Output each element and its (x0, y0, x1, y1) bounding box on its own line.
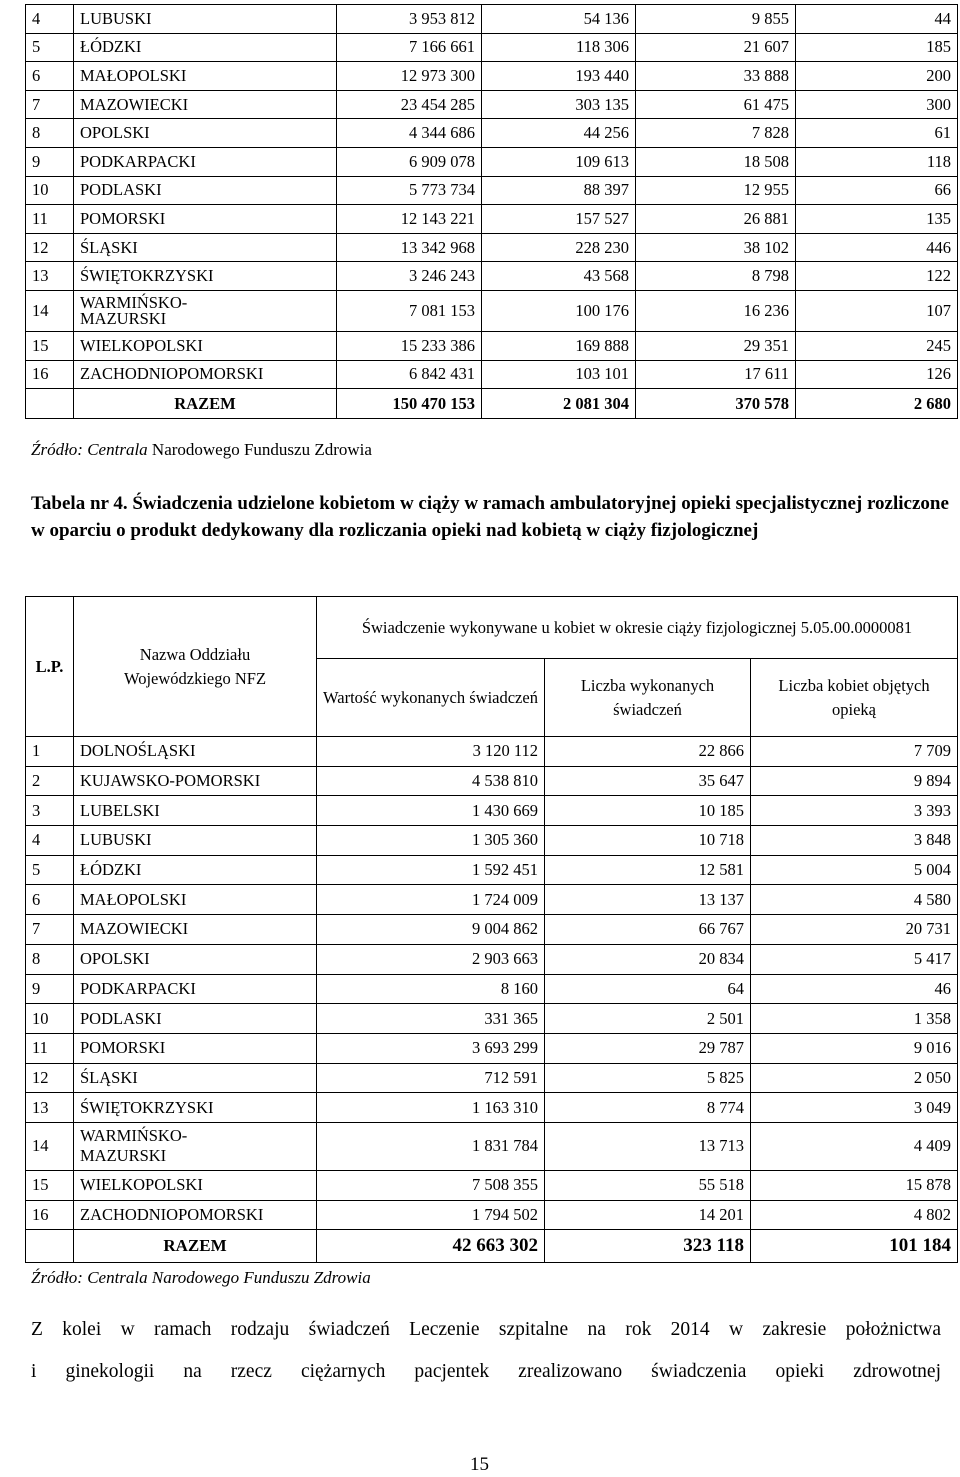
cell-value-1: 15 233 386 (337, 331, 482, 360)
cell-value-1: 12 143 221 (337, 205, 482, 234)
header-col-count: Liczba wykonanych świadczeń (545, 659, 751, 737)
cell-count: 8 774 (545, 1093, 751, 1123)
cell-value: 1 724 009 (317, 885, 545, 915)
cell-name: LUBUSKI (74, 826, 317, 856)
table-row (26, 944, 958, 974)
cell-value-3: 29 351 (636, 331, 796, 360)
cell-lp: 14 (26, 290, 74, 331)
paragraph-line-2: i ginekologii na rzecz ciężarnych pacjentek zrealizowano świadczenia opieki zdrowotnej (31, 1361, 941, 1382)
table-row (26, 766, 958, 796)
cell-value: 1 305 360 (317, 826, 545, 856)
table-row (26, 331, 958, 360)
cell-count: 10 718 (545, 826, 751, 856)
cell-lp: 4 (26, 5, 74, 34)
cell-count: 29 787 (545, 1033, 751, 1063)
table-row (26, 360, 958, 389)
cell-value-3: 18 508 (636, 147, 796, 176)
table-row (26, 826, 958, 856)
cell-women: 3 049 (751, 1093, 958, 1123)
cell-value-2: 88 397 (482, 176, 636, 205)
cell-lp: 2 (26, 766, 74, 796)
table-total-row (26, 389, 958, 419)
cell-value-1: 6 842 431 (337, 360, 482, 389)
cell-count: 35 647 (545, 766, 751, 796)
cell-women: 1 358 (751, 1004, 958, 1034)
cell-value-3: 8 798 (636, 262, 796, 291)
cell-women: 4 802 (751, 1200, 958, 1230)
cell-value-1: 4 344 686 (337, 119, 482, 148)
header-name: Nazwa Oddziału Wojewódzkiego NFZ (74, 597, 317, 737)
cell-value-4: 185 (796, 33, 958, 62)
cell-value-3: 16 236 (636, 290, 796, 331)
table-row (26, 90, 958, 119)
cell-women: 9 016 (751, 1033, 958, 1063)
cell-value-4: 200 (796, 62, 958, 91)
cell-name: WARMIŃSKO- MAZURSKI (74, 290, 337, 331)
cell-value: 1 592 451 (317, 855, 545, 885)
cell-value-1: 23 454 285 (337, 90, 482, 119)
cell-lp: 5 (26, 33, 74, 62)
cell-name: PODLASKI (74, 1004, 317, 1034)
cell-value-1: 7 081 153 (337, 290, 482, 331)
cell-women: 7 709 (751, 737, 958, 767)
cell-lp: 3 (26, 796, 74, 826)
cell-count: 55 518 (545, 1170, 751, 1200)
cell-name: LUBUSKI (74, 5, 337, 34)
cell-total-2: 2 081 304 (482, 389, 636, 419)
table-row (26, 1122, 958, 1170)
cell-value-3: 9 855 (636, 5, 796, 34)
cell-women: 46 (751, 974, 958, 1004)
cell-value-2: 157 527 (482, 205, 636, 234)
cell-value: 4 538 810 (317, 766, 545, 796)
cell-lp: 10 (26, 176, 74, 205)
table-row (26, 62, 958, 91)
table-2-header-row-1 (26, 597, 958, 659)
cell-total-label: RAZEM (74, 389, 337, 419)
cell-value: 1 794 502 (317, 1200, 545, 1230)
cell-count: 22 866 (545, 737, 751, 767)
cell-value-1: 13 342 968 (337, 233, 482, 262)
cell-name: ŚLĄSKI (74, 233, 337, 262)
cell-name: ZACHODNIOPOMORSKI (74, 1200, 317, 1230)
cell-value-2: 169 888 (482, 331, 636, 360)
table-row (26, 885, 958, 915)
cell-value-4: 118 (796, 147, 958, 176)
cell-women: 20 731 (751, 915, 958, 945)
cell-value-1: 5 773 734 (337, 176, 482, 205)
cell-lp: 9 (26, 147, 74, 176)
cell-name: WIELKOPOLSKI (74, 1170, 317, 1200)
cell-total-3: 370 578 (636, 389, 796, 419)
cell-value-2: 228 230 (482, 233, 636, 262)
cell-value-4: 66 (796, 176, 958, 205)
table-total-row (26, 1230, 958, 1263)
cell-count: 66 767 (545, 915, 751, 945)
header-col-value: Wartość wykonanych świadczeń (317, 659, 545, 737)
cell-value-2: 43 568 (482, 262, 636, 291)
source-note-1: Źródło: Centrala Narodowego Funduszu Zdrowia (31, 440, 372, 459)
cell-value-3: 33 888 (636, 62, 796, 91)
cell-lp: 9 (26, 974, 74, 1004)
cell-value-1: 7 166 661 (337, 33, 482, 62)
cell-name: ZACHODNIOPOMORSKI (74, 360, 337, 389)
cell-value: 8 160 (317, 974, 545, 1004)
cell-women: 3 393 (751, 796, 958, 826)
cell-value-3: 21 607 (636, 33, 796, 62)
paragraph-line-1: Z kolei w ramach rodzaju świadczeń Leczenie szpitalne na rok 2014 w zakresie położnictwa (31, 1319, 941, 1340)
cell-value-1: 6 909 078 (337, 147, 482, 176)
cell-value-4: 61 (796, 119, 958, 148)
cell-women: 4 409 (751, 1122, 958, 1170)
cell-value: 3 120 112 (317, 737, 545, 767)
cell-lp: 4 (26, 826, 74, 856)
cell-value: 331 365 (317, 1004, 545, 1034)
cell-value-2: 100 176 (482, 290, 636, 331)
cell-women: 15 878 (751, 1170, 958, 1200)
cell-lp: 5 (26, 855, 74, 885)
header-group: Świadczenie wykonywane u kobiet w okresie ciąży fizjologicznej 5.05.00.0000081 (317, 597, 958, 659)
cell-name: MAŁOPOLSKI (74, 885, 317, 915)
cell-name: OPOLSKI (74, 119, 337, 148)
cell-lp: 16 (26, 1200, 74, 1230)
cell-count: 5 825 (545, 1063, 751, 1093)
cell-value: 2 903 663 (317, 944, 545, 974)
cell-count: 13 713 (545, 1122, 751, 1170)
header-lp: L.P. (26, 597, 74, 737)
cell-lp: 7 (26, 915, 74, 945)
cell-empty (26, 1230, 74, 1263)
cell-lp: 1 (26, 737, 74, 767)
cell-name: PODKARPACKI (74, 147, 337, 176)
cell-total-1: 150 470 153 (337, 389, 482, 419)
table-row (26, 119, 958, 148)
cell-name: ŚLĄSKI (74, 1063, 317, 1093)
cell-women: 5 004 (751, 855, 958, 885)
cell-value-3: 17 611 (636, 360, 796, 389)
table-row (26, 1170, 958, 1200)
cell-name: POMORSKI (74, 1033, 317, 1063)
cell-name: MAŁOPOLSKI (74, 62, 337, 91)
table-row (26, 205, 958, 234)
table-row (26, 1063, 958, 1093)
cell-name: MAZOWIECKI (74, 90, 337, 119)
cell-lp: 10 (26, 1004, 74, 1034)
cell-lp: 7 (26, 90, 74, 119)
cell-count: 13 137 (545, 885, 751, 915)
cell-lp: 8 (26, 119, 74, 148)
cell-value-1: 12 973 300 (337, 62, 482, 91)
cell-value-4: 107 (796, 290, 958, 331)
table-1 (25, 4, 958, 419)
cell-value-3: 38 102 (636, 233, 796, 262)
cell-women: 9 894 (751, 766, 958, 796)
cell-total-3: 101 184 (751, 1230, 958, 1263)
cell-lp: 15 (26, 1170, 74, 1200)
header-col-women: Liczba kobiet objętych opieką (751, 659, 958, 737)
cell-lp: 14 (26, 1122, 74, 1170)
cell-value-3: 12 955 (636, 176, 796, 205)
cell-value-4: 44 (796, 5, 958, 34)
cell-name: WARMIŃSKO- MAZURSKI (74, 1122, 317, 1170)
cell-name: MAZOWIECKI (74, 915, 317, 945)
page-number: 15 (470, 1454, 489, 1475)
cell-lp: 11 (26, 205, 74, 234)
cell-lp: 11 (26, 1033, 74, 1063)
cell-name: ŁÓDZKI (74, 33, 337, 62)
cell-value: 712 591 (317, 1063, 545, 1093)
cell-women: 3 848 (751, 826, 958, 856)
cell-value: 1 163 310 (317, 1093, 545, 1123)
cell-women: 5 417 (751, 944, 958, 974)
cell-total-1: 42 663 302 (317, 1230, 545, 1263)
cell-lp: 16 (26, 360, 74, 389)
cell-value-2: 103 101 (482, 360, 636, 389)
cell-empty (26, 389, 74, 419)
cell-name: POMORSKI (74, 205, 337, 234)
cell-name: DOLNOŚLĄSKI (74, 737, 317, 767)
cell-value-2: 54 136 (482, 5, 636, 34)
cell-count: 12 581 (545, 855, 751, 885)
table-row (26, 974, 958, 1004)
cell-value: 7 508 355 (317, 1170, 545, 1200)
cell-value-3: 61 475 (636, 90, 796, 119)
table-row (26, 176, 958, 205)
cell-value-3: 26 881 (636, 205, 796, 234)
cell-value: 3 693 299 (317, 1033, 545, 1063)
table-2 (25, 596, 958, 1263)
table-row (26, 855, 958, 885)
cell-count: 14 201 (545, 1200, 751, 1230)
cell-name: ŚWIĘTOKRZYSKI (74, 262, 337, 291)
cell-value-4: 245 (796, 331, 958, 360)
cell-lp: 8 (26, 944, 74, 974)
cell-lp: 15 (26, 331, 74, 360)
table-row (26, 33, 958, 62)
cell-value: 1 831 784 (317, 1122, 545, 1170)
table-row (26, 1033, 958, 1063)
cell-total-label: RAZEM (74, 1230, 317, 1263)
cell-value-1: 3 246 243 (337, 262, 482, 291)
cell-value: 1 430 669 (317, 796, 545, 826)
table-row (26, 1093, 958, 1123)
cell-name: PODLASKI (74, 176, 337, 205)
cell-value-4: 122 (796, 262, 958, 291)
table-row (26, 290, 958, 331)
cell-lp: 12 (26, 1063, 74, 1093)
cell-name: PODKARPACKI (74, 974, 317, 1004)
table-row (26, 262, 958, 291)
table-row (26, 737, 958, 767)
cell-value-3: 7 828 (636, 119, 796, 148)
cell-value-2: 118 306 (482, 33, 636, 62)
table-row (26, 915, 958, 945)
cell-women: 2 050 (751, 1063, 958, 1093)
cell-value-4: 126 (796, 360, 958, 389)
cell-value: 9 004 862 (317, 915, 545, 945)
cell-value-2: 303 135 (482, 90, 636, 119)
cell-women: 4 580 (751, 885, 958, 915)
table-caption: Tabela nr 4. Świadczenia udzielone kobietom w ciąży w ramach ambulatoryjnej opieki specjalistycznej rozliczone w oparciu o produkt dedykowany dla rozliczania opieki nad kobietą w ciąży fizjologicznej (31, 493, 949, 541)
cell-name: WIELKOPOLSKI (74, 331, 337, 360)
cell-lp: 6 (26, 885, 74, 915)
table-row (26, 147, 958, 176)
cell-name: OPOLSKI (74, 944, 317, 974)
table-row (26, 1200, 958, 1230)
cell-lp: 6 (26, 62, 74, 91)
cell-count: 2 501 (545, 1004, 751, 1034)
cell-name: KUJAWSKO-POMORSKI (74, 766, 317, 796)
cell-total-4: 2 680 (796, 389, 958, 419)
table-row (26, 1004, 958, 1034)
cell-value-1: 3 953 812 (337, 5, 482, 34)
cell-total-2: 323 118 (545, 1230, 751, 1263)
cell-name: ŁÓDZKI (74, 855, 317, 885)
cell-lp: 13 (26, 1093, 74, 1123)
cell-value-4: 446 (796, 233, 958, 262)
cell-name: LUBELSKI (74, 796, 317, 826)
cell-lp: 12 (26, 233, 74, 262)
table-row (26, 233, 958, 262)
cell-value-2: 109 613 (482, 147, 636, 176)
cell-name: ŚWIĘTOKRZYSKI (74, 1093, 317, 1123)
cell-value-4: 300 (796, 90, 958, 119)
cell-value-2: 193 440 (482, 62, 636, 91)
table-row (26, 5, 958, 34)
source-note-2: Źródło: Centrala Narodowego Funduszu Zdrowia (31, 1268, 371, 1287)
cell-lp: 13 (26, 262, 74, 291)
cell-value-4: 135 (796, 205, 958, 234)
cell-count: 20 834 (545, 944, 751, 974)
table-row (26, 796, 958, 826)
cell-value-2: 44 256 (482, 119, 636, 148)
cell-count: 64 (545, 974, 751, 1004)
cell-count: 10 185 (545, 796, 751, 826)
